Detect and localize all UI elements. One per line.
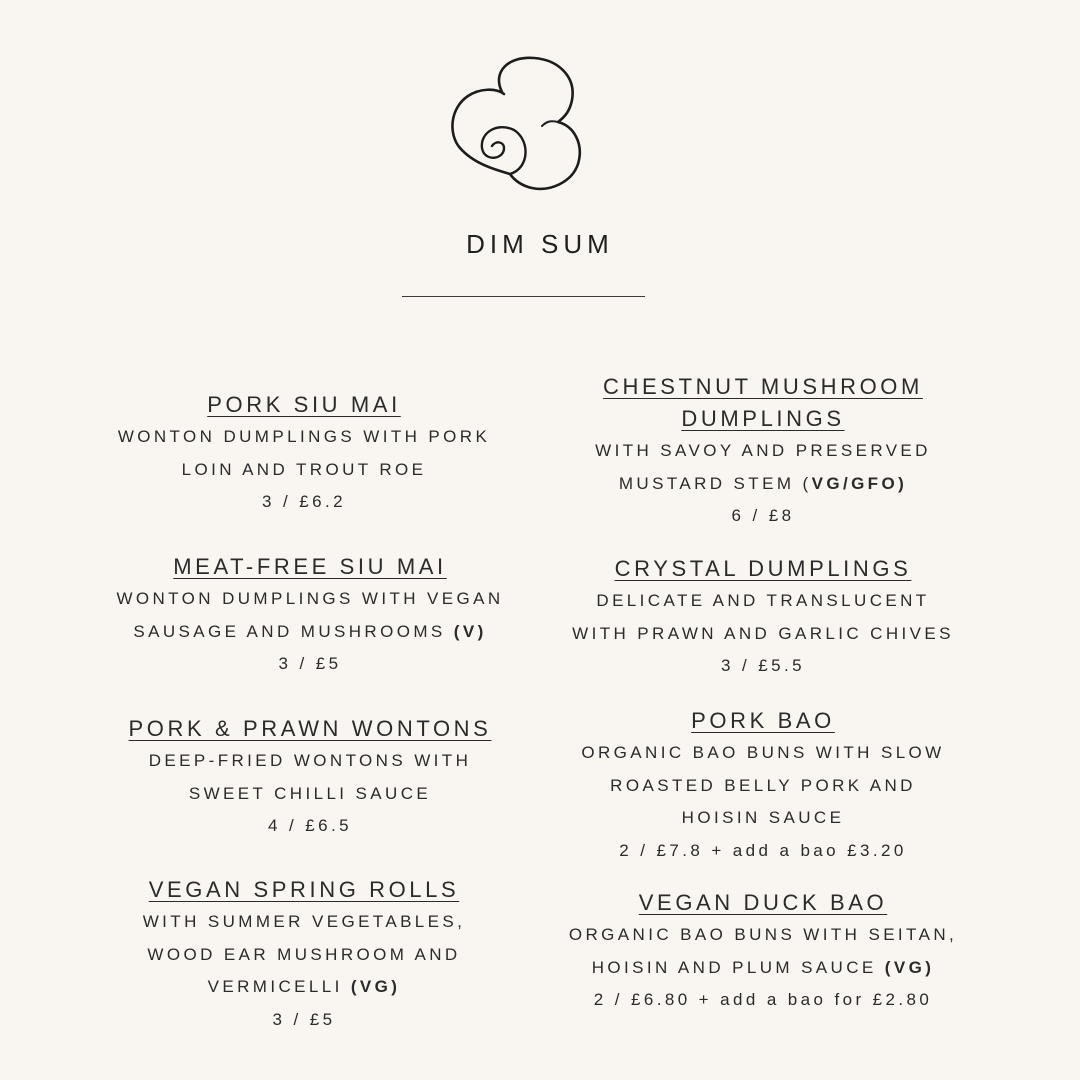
item-description: ORGANIC BAO BUNS WITH SEITAN,	[568, 925, 958, 944]
menu-item-pork-siu-mai	[94, 389, 514, 519]
item-description: WITH SUMMER VEGETABLES,	[142, 912, 466, 931]
item-description: WONTON DUMPLINGS WITH VEGAN	[116, 589, 504, 608]
item-description: ROASTED BELLY PORK AND	[610, 775, 916, 795]
item-price: 2 / £6.80 + add a bao for £2.80	[593, 990, 933, 1009]
item-price: 3 / £5.5	[721, 656, 805, 675]
dietary-tag: (VG)	[884, 957, 935, 977]
menu-item-pork-prawn-wontons	[94, 713, 526, 843]
item-name-continued: DUMPLINGS	[681, 406, 845, 431]
dumpling-logo-icon	[446, 52, 586, 194]
item-name: VEGAN DUCK BAO	[638, 890, 888, 915]
item-price: 3 / £5	[278, 654, 342, 673]
item-description: VERMICELLI	[207, 977, 343, 996]
item-description: WONTON DUMPLINGS WITH PORK	[117, 427, 491, 446]
item-description: DELICATE AND TRANSLUCENT	[596, 591, 930, 610]
item-description: HOISIN AND PLUM SAUCE	[591, 957, 877, 977]
item-name: PORK SIU MAI	[207, 392, 401, 417]
item-description: SWEET CHILLI SAUCE	[188, 783, 432, 803]
item-description: HOISIN SAUCE	[681, 808, 845, 827]
menu-item-vegan-spring-rolls	[94, 874, 514, 1036]
item-price: 3 / £5	[272, 1009, 336, 1029]
menu-item-crystal-dumplings	[545, 553, 981, 683]
menu-item-meat-free-siu-mai	[94, 551, 526, 681]
item-description: LOIN AND TROUT ROE	[181, 459, 427, 479]
item-name: VEGAN SPRING ROLLS	[148, 877, 460, 902]
title-divider	[402, 296, 645, 297]
item-description: MUSTARD STEM (	[618, 473, 812, 493]
item-description: WITH PRAWN AND GARLIC CHIVES	[572, 623, 954, 643]
item-description: DEEP-FRIED WONTONS WITH	[148, 751, 472, 770]
item-description: SAUSAGE AND MUSHROOMS	[133, 621, 446, 641]
page-title: DIM SUM	[466, 229, 614, 259]
item-price: 2 / £7.8 + add a bao £3.20	[619, 840, 907, 860]
menu-item-pork-bao	[545, 705, 981, 867]
menu-item-vegan-duck-bao	[545, 887, 981, 1017]
item-description: ORGANIC BAO BUNS WITH SLOW	[581, 743, 945, 762]
item-name: PORK BAO	[691, 708, 835, 733]
item-description: WOOD EAR MUSHROOM AND	[147, 944, 461, 964]
item-price: 3 / £6.2	[262, 492, 346, 511]
item-name: MEAT-FREE SIU MAI	[173, 554, 447, 579]
item-price: 4 / £6.5	[268, 816, 352, 835]
item-description: WITH SAVOY AND PRESERVED	[595, 441, 931, 460]
item-name: PORK & PRAWN WONTONS	[128, 716, 492, 741]
item-name: CHESTNUT MUSHROOM	[603, 374, 923, 399]
menu-item-chestnut-mushroom-dumplings	[545, 371, 981, 533]
item-price: 6 / £8	[731, 506, 795, 525]
dietary-tag: (V)	[453, 621, 487, 641]
dietary-tag: (VG)	[350, 977, 401, 996]
dietary-tag: VG/GFO)	[811, 473, 908, 493]
item-name: CRYSTAL DUMPLINGS	[614, 556, 912, 581]
